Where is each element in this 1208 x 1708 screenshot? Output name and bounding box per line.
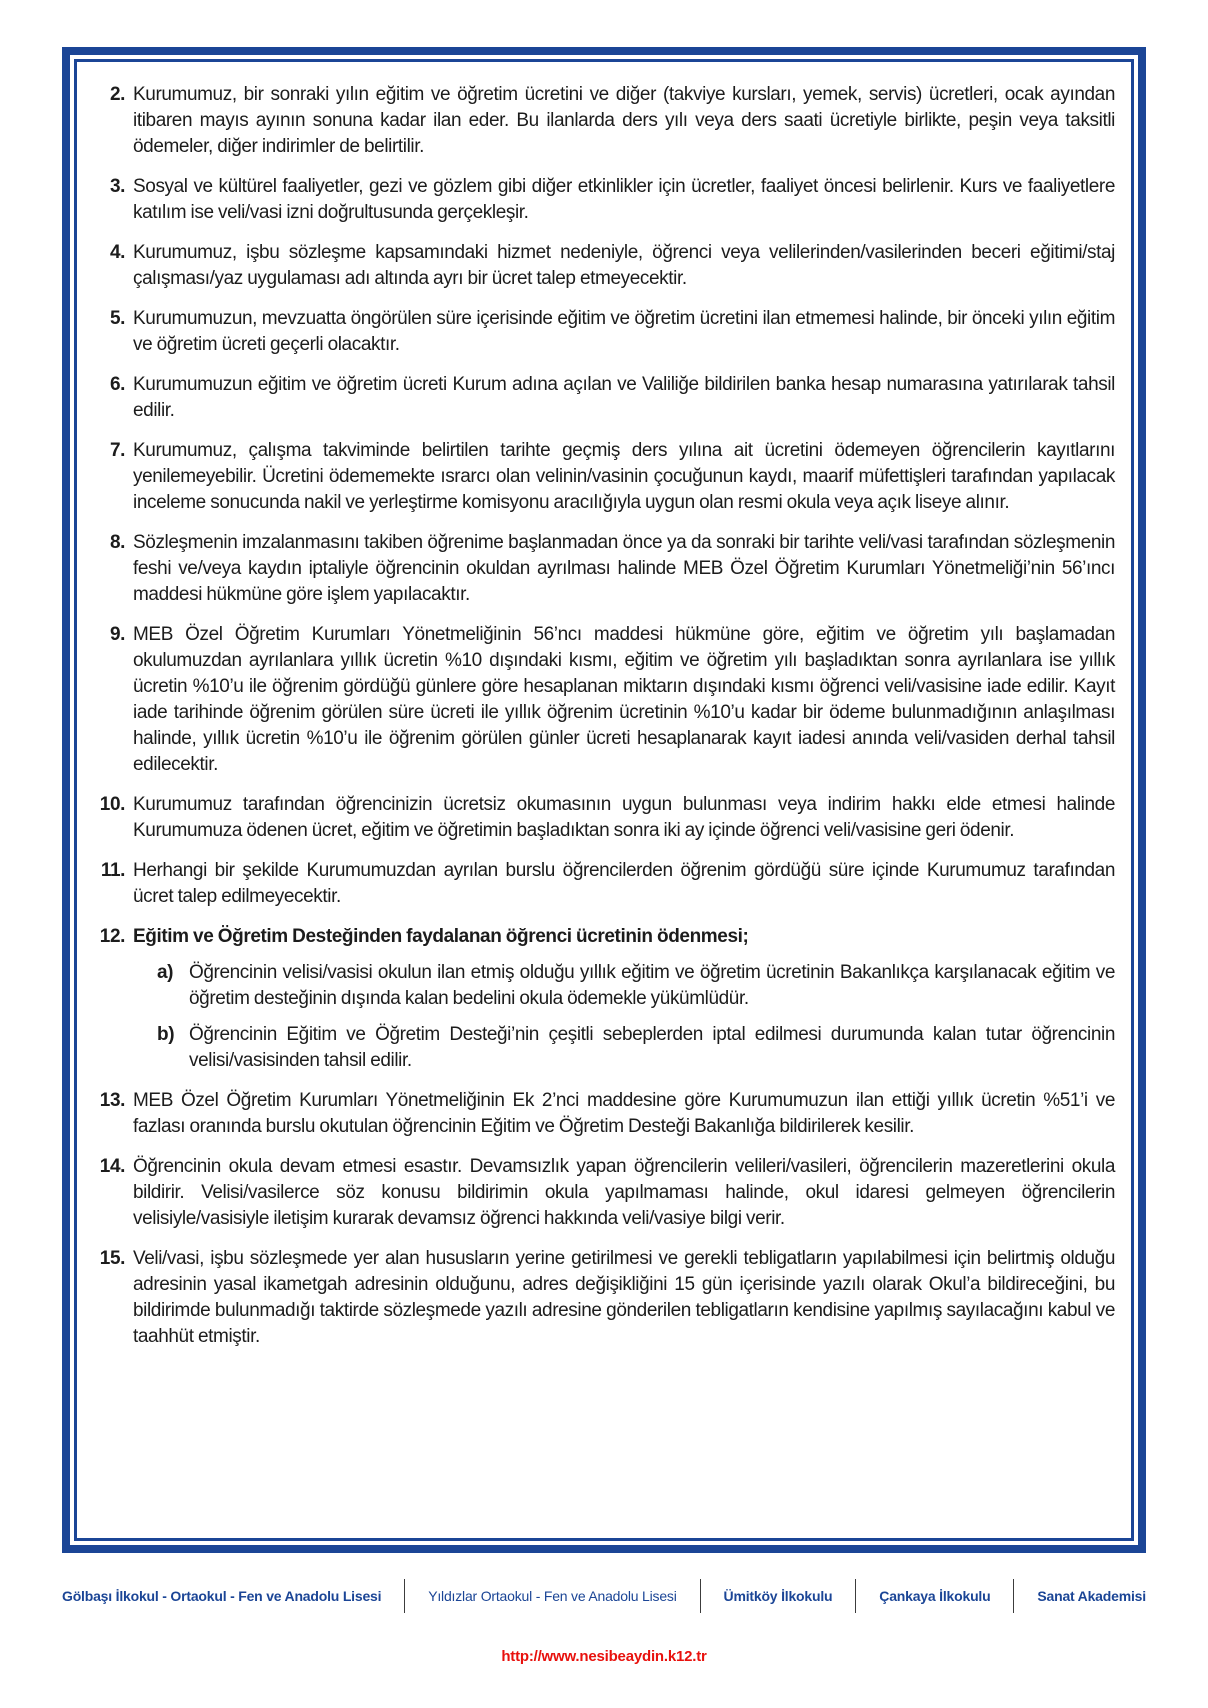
clause-number: 7. xyxy=(109,440,125,461)
clause-text: Kurumumuz, işbu sözleşme kapsamındaki hizmet nedeniyle, öğrenci veya velilerinden/vasilerinden beceri eğitimi/staj çalışması/yaz uygulaması adı altında ayrı bir ücret talep etmeyecektir. xyxy=(133,242,1115,289)
clause-text: Kurumumuzun, mevzuatta öngörülen süre içerisinde eğitim ve öğretim ücretini ilan etmemesi halinde, bir önceki yılın eğitim ve öğretim ücreti geçerli olacaktır. xyxy=(133,308,1115,355)
website-url[interactable]: http://www.nesibeaydin.k12.tr xyxy=(501,1648,707,1665)
clause-list xyxy=(89,82,1115,1350)
school-name-cankaya: Çankaya İlkokulu xyxy=(879,1588,991,1604)
page-frame xyxy=(62,47,1146,1553)
clause-number: 13. xyxy=(99,1090,125,1111)
clause-13 xyxy=(89,1088,1115,1140)
footer-divider xyxy=(404,1579,405,1613)
clause-number: 8. xyxy=(109,532,125,553)
school-name-golbasi: Gölbaşı İlkokul - Ortaokul - Fen ve Anadolu Lisesi xyxy=(62,1588,382,1604)
clause-2 xyxy=(89,82,1115,160)
clause-number: 3. xyxy=(109,176,125,197)
clause-text: Sosyal ve kültürel faaliyetler, gezi ve gözlem gibi diğer etkinlikler için ücretler, faaliyet öncesi belirlenir. Kurs ve faaliyetlere katılım ise veli/vasi izni doğrultusunda gerçekleşir. xyxy=(133,176,1115,223)
clause-8 xyxy=(89,530,1115,608)
contract-body xyxy=(74,59,1134,1541)
clause-number: 9. xyxy=(109,624,125,645)
clause-number: 5. xyxy=(109,308,125,329)
school-name-umitkoy: Ümitköy İlkokulu xyxy=(723,1588,833,1604)
school-name-sanat: Sanat Akademisi xyxy=(1037,1588,1146,1604)
subclause-12b xyxy=(157,1022,1115,1074)
clause-heading-text: Eğitim ve Öğretim Desteğinden faydalanan öğrenci ücretinin ödenmesi; xyxy=(133,926,749,947)
clause-number: 4. xyxy=(109,242,125,263)
clause-text: MEB Özel Öğretim Kurumları Yönetmeliğinin Ek 2’nci maddesine göre Kurumumuzun ilan ettiği yıllık ücretin %51’i ve fazlası oranında burslu okutulan öğrencinin Eğitim ve Öğretim Desteği Bakanlığa bildirilerek kesilir. xyxy=(133,1090,1115,1137)
clause-11 xyxy=(89,858,1115,910)
clause-4 xyxy=(89,240,1115,292)
clause-number: 2. xyxy=(109,84,125,105)
clause-12 xyxy=(89,924,1115,950)
clause-10 xyxy=(89,792,1115,844)
clause-text: Kurumumuz, çalışma takviminde belirtilen tarihte geçmiş ders yılına ait ücretini ödemeyen öğrencilerin kayıtlarını yenilemeyebilir. Ücretini ödememekte ısrarcı olan velinin/vasinin çocuğunun kaydı, maarif müfettişleri tarafından yapılacak inceleme sonucunda nakil ve yerleştirme komisyonu aracılığıyla uygun olan resmi okula veya açık liseye alınır. xyxy=(133,440,1115,513)
clause-text: Herhangi bir şekilde Kurumumuzdan ayrılan burslu öğrencilerden öğrenim gördüğü süre içinde Kurumumuz tarafından ücret talep edilmeyecektir. xyxy=(133,860,1115,907)
footer-divider xyxy=(1013,1579,1014,1613)
school-name-yildizlar: Yıldızlar Ortaokul - Fen ve Anadolu Lisesi xyxy=(428,1588,677,1604)
subclause-letter: b) xyxy=(157,1024,175,1045)
clause-number: 14. xyxy=(99,1156,125,1177)
clause-text: Kurumumuzun eğitim ve öğretim ücreti Kurum adına açılan ve Valiliğe bildirilen banka hesap numarasına yatırılarak tahsil edilir. xyxy=(133,374,1115,421)
schools-footer xyxy=(62,1578,1146,1614)
clause-text: Kurumumuz tarafından öğrencinizin ücretsiz okumasının uygun bulunması veya indirim hakkı elde etmesi halinde Kurumumuza ödenen ücret, eğitim ve öğretimin başladıktan sonra iki ay içinde öğrenci veli/vasisine geri ödenir. xyxy=(133,794,1115,841)
clause-7 xyxy=(89,438,1115,516)
clause-9 xyxy=(89,622,1115,778)
clause-number: 10. xyxy=(99,794,125,815)
clause-3 xyxy=(89,174,1115,226)
clause-number: 6. xyxy=(109,374,125,395)
clause-number: 11. xyxy=(100,860,125,881)
subclause-letter: a) xyxy=(157,962,174,983)
clause-text: Öğrencinin okula devam etmesi esastır. Devamsızlık yapan öğrencilerin velileri/vasileri, öğrencilerin mazeretlerini okula bildirir. Velisi/vasilerce söz konusu bildirimin okula yapılmaması halinde, okul idaresi gelmeyen öğrencilerin velisiyle/vasisiyle iletişim kurarak devamsız öğrenci hakkında veli/vasiye bilgi verir. xyxy=(133,1156,1115,1229)
subclause-text: Öğrencinin Eğitim ve Öğretim Desteği’nin çeşitli sebeplerden iptal edilmesi durumunda kalan tutar öğrencinin velisi/vasisinden tahsil edilir. xyxy=(189,1024,1115,1071)
clause-text: MEB Özel Öğretim Kurumları Yönetmeliğinin 56’ncı maddesi hükmüne göre, eğitim ve öğretim yılı başlamadan okulumuzdan ayrılanlara yıllık ücretin %10 dışındaki kısmı, eğitim ve öğretim yılı başladıktan sonra ayrılanlara ise yıllık ücretin %10’u ile öğrenim gördüğü günlere göre hesaplanan miktarın dışındaki kısmı öğrenci veli/vasisine iade edilir. Kayıt iade tarihinde öğrenim görülen süre ücreti ile yıllık öğrenim ücretinin %10’u kadar bir ödeme bulunmadığının anlaşılması halinde, yıllık ücretin %10’u ile öğrenim görülen günler ücreti hesaplanarak kayıt iadesi anında veli/vasiden derhal tahsil edilecektir. xyxy=(133,624,1115,775)
clause-number: 15. xyxy=(99,1248,125,1269)
footer-divider xyxy=(700,1579,701,1613)
clause-number: 12. xyxy=(99,926,125,947)
clause-text: Kurumumuz, bir sonraki yılın eğitim ve öğretim ücretini ve diğer (takviye kursları, yemek, servis) ücretleri, ocak ayından itibaren mayıs ayının sonuna kadar ilan eder. Bu ilanlarda ders yılı veya ders saati ücretiyle birlikte, peşin veya taksitli ödemeler, diğer indirimler de belirtilir. xyxy=(133,84,1115,157)
subclause-text: Öğrencinin velisi/vasisi okulun ilan etmiş olduğu yıllık eğitim ve öğretim ücretinin Bakanlıkça karşılanacak eğitim ve öğretim desteğinin dışında kalan bedelini okula ödemekle yükümlüdür. xyxy=(189,962,1115,1009)
clause-text: Veli/vasi, işbu sözleşmede yer alan hususların yerine getirilmesi ve gerekli tebligatların yapılabilmesi için belirtmiş olduğu adresinin yasal ikametgah adresinin olduğunu, adres değişikliğini 15 gün içerisinde yazılı olarak Okul’a bildireceğini, bu bildirimde bulunmadığı taktirde sözleşmede yazılı adresine gönderilen tebligatların kendisine yapılmış sayılacağını kabul ve taahhüt etmiştir. xyxy=(133,1248,1115,1347)
clause-6 xyxy=(89,372,1115,424)
clause-14 xyxy=(89,1154,1115,1232)
clause-text: Sözleşmenin imzalanmasını takiben öğrenime başlanmadan önce ya da sonraki bir tarihte veli/vasi tarafından sözleşmenin feshi ve/veya kaydın iptaliyle öğrencinin okuldan ayrılması halinde MEB Özel Öğretim Kurumları Yönetmeliği’nin 56’ıncı maddesi hükmüne göre işlem yapılacaktır. xyxy=(133,532,1115,605)
clause-15 xyxy=(89,1246,1115,1350)
clause-5 xyxy=(89,306,1115,358)
subclause-12a xyxy=(157,960,1115,1012)
footer-divider xyxy=(855,1579,856,1613)
